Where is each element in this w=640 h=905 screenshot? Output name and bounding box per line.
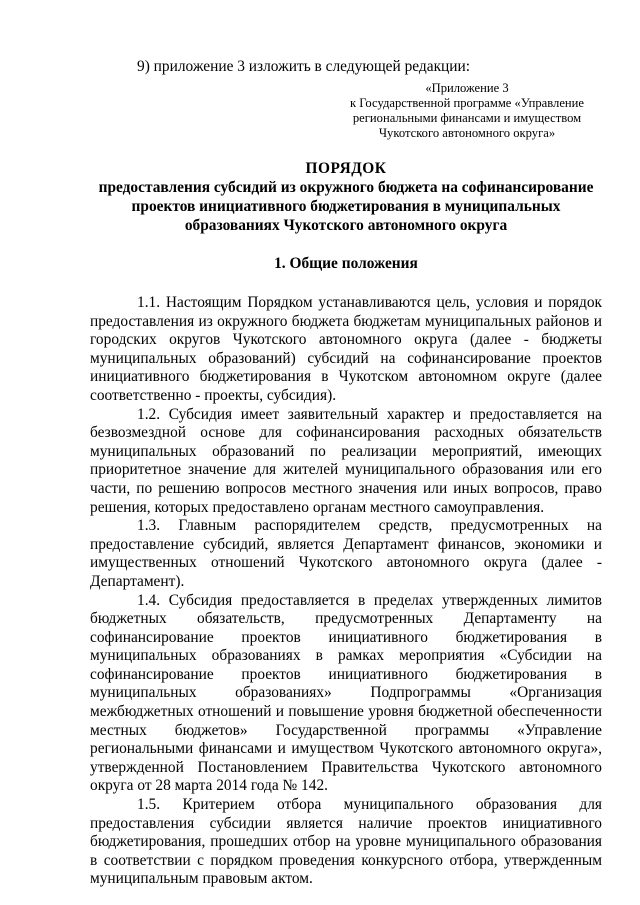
appendix-line: «Приложение 3 xyxy=(425,80,509,95)
title-line: проектов инициативного бюджетирования в муниципальных xyxy=(131,198,561,216)
appendix-line: региональными финансами и имуществом xyxy=(352,111,582,125)
paragraph-1-1: 1.1. Настоящим Порядком устанавливаются цель, условия и порядок предоставления из окружного бюджета бюджетам муниципальных районов и городских округов Чукотского автономного округа (далее - бюджеты муниципальных образований) субсидий на софинансирование проектов инициативного бюджетирования в Чукотском автономном округе (далее соответственно - проекты, субсидия). xyxy=(90,294,602,404)
appendix-line: к Государственной программе «Управление xyxy=(349,95,584,110)
paragraph-1-5: 1.5. Критерием отбора муниципального образования для предоставления субсидии является наличие проектов инициативного бюджетирования, прошедших отбор на уровне муниципального образования в соответствии с порядком проведения конкурсного отбора, утвержденным муниципальным правовым актом. xyxy=(90,796,602,888)
paragraph-1-4: 1.4. Субсидия предоставляется в пределах утвержденных лимитов бюджетных обязательств, предусмотренных Департаменту на софинансирование проектов инициативного бюджетирования в муниципальных образованиях в рамках мероприятия «Субсидии на софинансирование проектов инициативного бюджетирования в муниципальных образованиях» Подпрограммы «Организация межбюджетных отношений и повышение уровня бюджетной обеспеченности местных бюджетов» Государственной программы «Управление региональными финансами и имуществом Чукотского автономного округа», утвержденной Постановлением Правительства Чукотского автономного округа от 28 марта 2014 года № 142. xyxy=(90,591,602,795)
amendment-intro: 9) приложение 3 изложить в следующей редакции: xyxy=(137,58,471,75)
paragraph-1-3: 1.3. Главным распорядителем средств, предусмотренных на предоставление субсидий, является Департамент финансов, экономики и имущественных отношений Чукотского автономного округа (далее - Департамент). xyxy=(90,517,602,590)
title-main: ПОРЯДОК xyxy=(305,160,387,178)
appendix-reference xyxy=(333,81,601,142)
title-line: предоставления субсидий из окружного бюджета на софинансирование xyxy=(98,179,594,197)
section-heading: 1. Общие положения xyxy=(274,255,418,273)
paragraph-1-2: 1.2. Субсидия имеет заявительный характер и предоставляется на безвозмездной основе для софинансирования расходных обязательств муниципальных образований по реализации мероприятий, имеющих приоритетное значение для жителей муниципального образования или его части, по решению вопросов местного значения или иных вопросов, право решения, которых предоставлено органам местного самоуправления. xyxy=(90,405,602,516)
document-title xyxy=(90,159,602,235)
appendix-line: Чукотского автономного округа» xyxy=(378,126,556,141)
title-line: образованиях Чукотского автономного округа xyxy=(184,217,508,235)
